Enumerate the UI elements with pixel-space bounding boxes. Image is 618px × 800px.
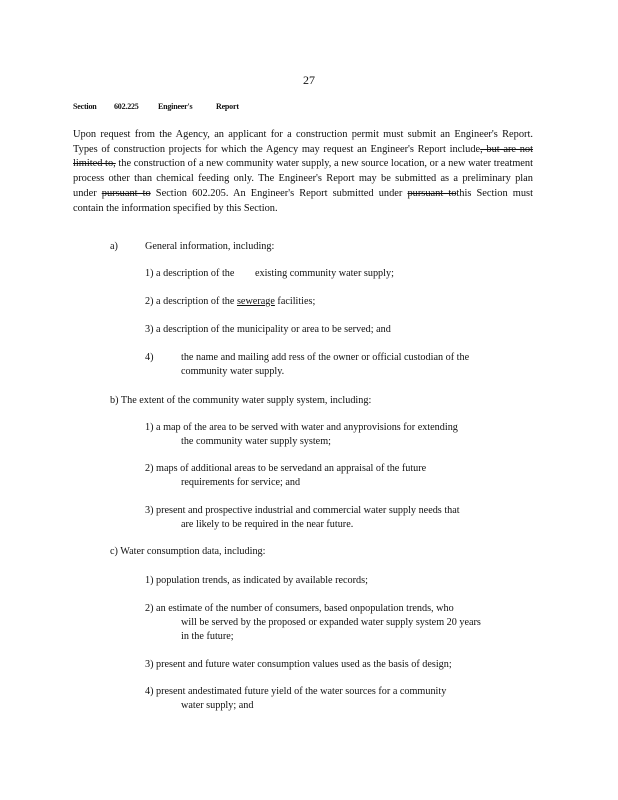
item-number: 2) [145, 296, 154, 307]
item-number: 1) [145, 422, 154, 433]
list-item: 1) population trends, as indicated by available records; [145, 575, 368, 586]
list-item: 2) a description of the sewerage facilities; [145, 296, 316, 307]
subsection-a-text: General information, including: [145, 241, 275, 252]
list-item-line: the community water supply system; [181, 436, 331, 447]
section-label: Section [73, 102, 97, 111]
section-number: 602.225 [114, 102, 139, 111]
list-item: 2) an estimate of the number of consumers, based onpopulation trends, who [145, 603, 454, 614]
deleted-text-not-limited: , but are not limited to, [73, 143, 533, 170]
list-item-line: in the future; [181, 631, 234, 642]
item-number: 4) [145, 352, 154, 363]
item-number: 3) [145, 324, 154, 335]
intro-text-4: this Section must contain the information specified by this Section. [73, 187, 533, 214]
section-title-word-2: Report [216, 102, 239, 111]
item-number: 1) [145, 575, 154, 586]
intro-text-1: Upon request from the Agency, an applicant for a construction permit must submit an Engineer's Report. Types of construction projects for which the Agency may request an Engineer's Report include [73, 129, 533, 155]
list-item: 3) present and future water consumption values used as the basis of design; [145, 659, 452, 670]
item-number: 3) [145, 505, 154, 516]
inserted-text: sewerage [236, 296, 275, 307]
item-number: 4) [145, 686, 154, 697]
page-number: 27 [303, 73, 315, 87]
intro-text-3: Section 602.205. An Engineer's Report submitted under [150, 187, 408, 199]
blank-underline [237, 268, 255, 279]
list-item-line: requirements for service; and [181, 477, 301, 488]
subsection-b [110, 395, 371, 406]
list-item: 3) a description of the municipality or area to be served; and [145, 324, 391, 335]
item-number: 2) [145, 463, 154, 474]
subsection-c-label: c) [110, 546, 118, 557]
list-item: 3) present and prospective industrial and commercial water supply needs that [145, 505, 460, 516]
subsection-b-text: The extent of the community water supply system, including: [120, 395, 372, 406]
item-number: 3) [145, 659, 154, 670]
list-item-line: will be served by the proposed or expanded water supply system 20 years [181, 617, 481, 628]
list-item: 4) present andestimated future yield of the water sources for a community [145, 686, 447, 697]
item-number: 2) [145, 603, 154, 614]
subsection-b-label: b) [110, 395, 119, 406]
deleted-text-pursuant-2: pursuant to [407, 187, 457, 199]
list-item-line: community water supply. [181, 366, 285, 377]
list-item: 2) maps of additional areas to be servedand an appraisal of the future [145, 463, 427, 474]
subsection-c [110, 546, 265, 557]
subsection-a-label: a) [110, 241, 118, 252]
list-item: 1) a map of the area to be served with water and anyprovisions for extending [145, 422, 458, 433]
list-item-line: the name and mailing add ress of the owner or official custodian of the [181, 352, 470, 363]
deleted-text-pursuant-1: pursuant to [101, 187, 151, 199]
intro-paragraph [73, 128, 533, 216]
item-number: 1) [145, 268, 154, 279]
intro-text-2: the construction of a new community water supply, a new source location, or a new water treatment process other than chemical feeding only. The Engineer's Report may be submitted as a preliminary plan under [73, 158, 533, 199]
list-item-line: water supply; and [181, 700, 254, 711]
list-item: 1) a description of the existing community water supply; [145, 268, 394, 279]
section-title-word-1: Engineer's [158, 102, 193, 111]
subsection-c-text: Water consumption data, including: [120, 546, 266, 557]
list-item-line: are likely to be required in the near future. [181, 519, 354, 530]
